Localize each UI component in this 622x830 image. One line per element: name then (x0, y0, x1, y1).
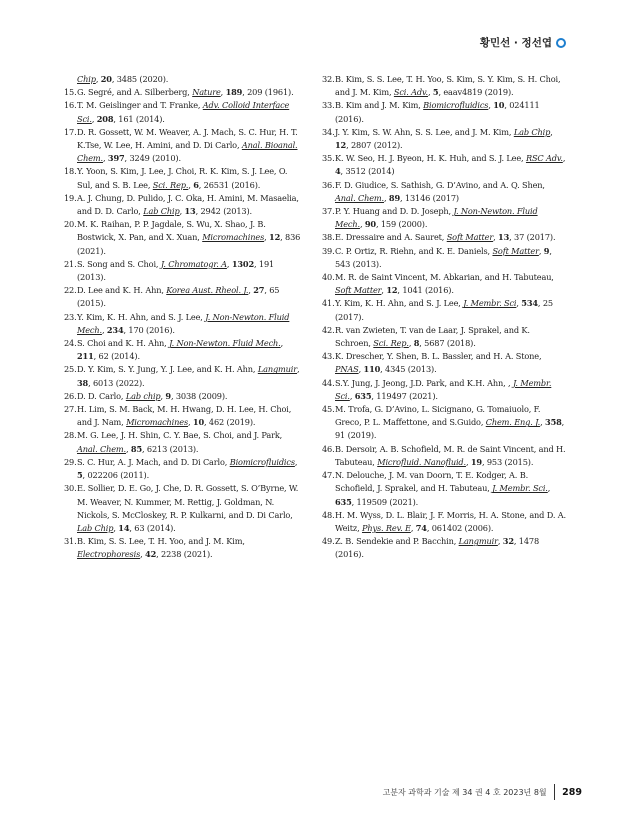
volume-number: 358 (545, 417, 562, 428)
volume-number: 211 (77, 351, 94, 362)
reference-text: , 2238 (2021). (156, 549, 213, 560)
journal-name: J. Non-Newton. Fluid Mech. (169, 338, 281, 349)
reference-item (322, 99, 566, 125)
journal-name: RSC Adv. (525, 153, 563, 164)
reference-item (322, 377, 566, 403)
reference-text: , 061402 (2006). (426, 522, 494, 533)
journal-name: Sci. Adv. (393, 87, 428, 98)
reference-number: 35. (322, 153, 335, 164)
reference-item (64, 284, 304, 310)
reference-text: , 37 (2017). (509, 232, 556, 243)
volume-number: 10 (493, 100, 505, 111)
reference-text: , 3485 (2020). (111, 74, 169, 84)
reference-text: , 1041 (2016). (397, 285, 454, 296)
reference-number: 27. (64, 404, 77, 415)
reference-text: , (516, 298, 522, 309)
journal-name: Anal. Chem. (335, 192, 384, 203)
reference-number: 32. (322, 74, 335, 84)
journal-name: J. Membr. Sci (463, 298, 517, 309)
reference-text: , (220, 87, 226, 98)
reference-item (322, 469, 566, 509)
reference-text: B. Kim and J. M. Kim, (335, 100, 424, 111)
reference-text: , (562, 153, 566, 164)
reference-text: K. Drescher, Y. Shen, B. L. Bassler, and H. A. Stone, (335, 351, 542, 362)
reference-text: H. M. Wyss, D. L. Blair, J. F. Morris, H. A. Stone, and D. A. Weitz, (335, 509, 566, 533)
reference-text: , (226, 258, 232, 269)
reference-text: B. Kim, S. S. Lee, T. H. Yoo, and J. M. Kim, (77, 536, 245, 547)
reference-text: , 953 (2015). (481, 456, 534, 467)
reference-number: 22. (64, 285, 77, 296)
reference-number: 33. (322, 100, 335, 111)
volume-number: 8 (413, 338, 420, 349)
reference-text: , 022206 (2011). (82, 470, 150, 481)
reference-text: S. Song and S. Choi, (77, 258, 161, 269)
volume-number: 5 (432, 87, 439, 98)
reference-item (64, 218, 304, 258)
reference-text: M. G. Lee, J. H. Shin, C. Y. Bae, S. Choi, and J. Park, (77, 430, 283, 441)
reference-item (64, 403, 304, 429)
reference-number: 39. (322, 245, 335, 256)
reference-item (322, 324, 566, 350)
reference-text: , (465, 456, 471, 467)
reference-item (64, 258, 304, 284)
volume-number: 85 (130, 443, 142, 454)
reference-item (64, 86, 304, 99)
reference-text: , (95, 74, 101, 84)
reference-text: Y. Kim, K. H. Ahn, and S. J. Lee, (335, 298, 464, 309)
reference-item (322, 271, 566, 297)
reference-text: , 91 (2019). (335, 417, 565, 441)
reference-number: 16. (64, 100, 77, 111)
reference-number: 21. (64, 258, 77, 269)
reference-number: 36. (322, 179, 335, 190)
reference-number: 19. (64, 192, 77, 203)
reference-text: , (103, 153, 108, 164)
reference-text: , 159 (2000). (375, 219, 428, 230)
reference-item (64, 363, 304, 389)
reference-number: 38. (322, 232, 335, 243)
reference-number: 17. (64, 126, 77, 137)
volume-number: 12 (269, 232, 281, 243)
reference-item (64, 73, 304, 86)
volume-number: 234 (106, 324, 124, 335)
reference-text: , (488, 100, 494, 111)
journal-name: Micromachines (126, 417, 189, 428)
reference-text: , (381, 285, 387, 296)
reference-number: 28. (64, 430, 77, 441)
reference-text: , 209 (1961). (242, 87, 294, 98)
volume-number: 9 (165, 390, 171, 401)
ring-icon (556, 38, 566, 48)
volume-number: 13 (498, 232, 510, 243)
reference-text: , (540, 417, 546, 428)
reference-text: M. K. Raihan, P. P. Jagdale, S. Wu, X. Shao, J. B. Bostwick, X. Pan, and X. Xuan, (77, 219, 266, 243)
reference-text: , (497, 536, 503, 547)
journal-name: Anal. Bioanal. Chem. (77, 140, 298, 164)
reference-text: B. Dersoir, A. B. Schofield, M. R. de Saint Vincent, and H. Tabuteau, (335, 443, 566, 467)
reference-item (64, 311, 304, 337)
reference-number: 31. (64, 536, 77, 547)
journal-name: Soft Matter (335, 285, 382, 296)
volume-number: 10 (192, 417, 205, 428)
reference-number: 34. (322, 126, 335, 137)
reference-item (322, 205, 566, 231)
reference-text: , (538, 245, 544, 256)
reference-item (64, 192, 304, 218)
reference-text: , 836 (2021). (77, 232, 301, 256)
reference-text: , (188, 417, 193, 428)
journal-name: Langmuir (257, 364, 298, 375)
reference-text: , 2807 (2012). (346, 140, 403, 151)
journal-name: J. Membr. Sci. (335, 377, 552, 401)
reference-number: 18. (64, 166, 77, 177)
volume-number: 397 (107, 153, 125, 164)
reference-number: 46. (322, 443, 335, 454)
reference-text: , 65 (2015). (77, 285, 280, 309)
journal-name: Lab chip (125, 390, 161, 401)
journal-name: J. Membr. Sci. (492, 483, 548, 494)
reference-item (322, 350, 566, 376)
volume-number: 89 (388, 192, 400, 203)
reference-text: G. Segré, and A. Silberberg, (77, 87, 193, 98)
reference-number: 42. (322, 324, 335, 335)
volume-number: 32 (502, 536, 514, 547)
volume-number: 19 (470, 456, 482, 467)
footer-divider (554, 784, 556, 800)
reference-text: S. C. Hur, A. J. Mach, and D. Di Carlo, (77, 456, 230, 467)
reference-number: 41. (322, 298, 335, 309)
reference-text: , 3512 (2014) (340, 166, 395, 177)
reference-item (322, 126, 566, 152)
reference-number: 48. (322, 509, 335, 520)
reference-text: , 170 (2016). (123, 324, 175, 335)
journal-name: Chem. Eng. J. (485, 417, 541, 428)
reference-text: , (294, 456, 298, 467)
reference-text: , (384, 192, 389, 203)
running-header (480, 35, 566, 50)
reference-text: , (248, 285, 254, 296)
reference-text: M. Trofa, G. D’Avino, L. Sicignano, G. Tomaiuolo, F. Greco, P. L. Maffettone, and S.Guido, (335, 404, 541, 428)
reference-text: , (349, 390, 355, 401)
volume-number: 14 (118, 522, 130, 533)
journal-name: Micromachines (202, 232, 265, 243)
reference-text: , (101, 324, 107, 335)
reference-item (322, 73, 566, 99)
reference-text: T. M. Geislinger and T. Franke, (77, 100, 203, 111)
reference-text: , (547, 483, 551, 494)
reference-text: D. Lee and K. H. Ahn, (77, 285, 167, 296)
reference-text: Z. B. Sendekie and P. Bacchin, (335, 536, 459, 547)
reference-item (64, 456, 304, 482)
reference-text: , 4345 (2013). (380, 364, 437, 375)
reference-item (64, 390, 304, 403)
journal-name: J. Chromatogr. A (160, 258, 227, 269)
reference-text: N. Delouche, J. M. van Doorn, T. E. Kodger, A. B. Schofield, J. Sprakel, and H. Tabuteau, (335, 470, 529, 494)
reference-text: , 3249 (2010). (124, 153, 181, 164)
reference-text: , eaav4819 (2019). (438, 87, 514, 98)
reference-text: , (264, 232, 270, 243)
journal-name: Phys. Rev. E (361, 522, 411, 533)
volume-number: 12 (335, 140, 347, 151)
reference-text: P. Y. Huang and D. D. Joseph, (335, 206, 454, 217)
reference-item (322, 535, 566, 561)
reference-text: C. P. Ortiz, R. Riehn, and K. E. Daniels, (335, 245, 493, 256)
journal-name: Korea Aust. Rheol. J. (166, 285, 249, 296)
journal-name: Anal. Chem. (77, 443, 126, 454)
journal-name: Adv. Colloid Interface Sci. (77, 100, 290, 124)
volume-number: 27 (253, 285, 265, 296)
volume-number: 1302 (231, 258, 255, 269)
journal-name: Langmuir (458, 536, 498, 547)
journal-name: PNAS (335, 364, 359, 375)
volume-number: 42 (145, 549, 157, 560)
volume-number: 635 (335, 496, 352, 507)
reference-text: D. R. Gossett, W. M. Weaver, A. J. Mach, S. C. Hur, H. T. K.Tse, W. Lee, H. Amini, and D. Di Carlo, (77, 126, 298, 151)
reference-item (64, 165, 304, 191)
reference-number: 43. (322, 351, 335, 362)
volume-number: 90 (364, 219, 376, 230)
reference-item (322, 297, 566, 323)
references-right-column (322, 73, 566, 562)
header-authors: 황민선 · 정선엽 (479, 37, 552, 49)
journal-name: Biomicrofluidics (229, 456, 295, 467)
reference-text: , 26531 (2016). (198, 179, 261, 190)
reference-text: , 6013 (2022). (88, 377, 145, 388)
volume-number: 6 (193, 179, 199, 190)
volume-number: 534 (521, 298, 538, 309)
reference-number: 44. (322, 377, 335, 388)
reference-text: , 119497 (2021). (371, 390, 438, 401)
reference-item (322, 443, 566, 469)
reference-item (64, 99, 304, 125)
journal-name: Microfluid. Nanofluid. (377, 456, 466, 467)
volume-number: 74 (415, 522, 427, 533)
page-footer (383, 784, 582, 800)
reference-text: E. Dressaire and A. Sauret, (335, 232, 447, 243)
reference-text: Y. Kim, K. H. Ahn, and S. J. Lee, (77, 311, 206, 322)
reference-text: M. R. de Saint Vincent, M. Abkarian, and H. Tabuteau, (335, 272, 554, 283)
reference-number: 30. (64, 483, 77, 494)
journal-name: J. Non-Newton. Fluid Mech. (335, 206, 538, 230)
journal-name: Biomicrofluidics (423, 100, 489, 111)
reference-text: , (280, 338, 284, 349)
reference-item (64, 429, 304, 455)
reference-text: , (359, 219, 365, 230)
reference-text: D. D. Carlo, (77, 390, 126, 401)
journal-name: J. Non-Newton. Fluid Mech. (77, 311, 290, 335)
volume-number: 4 (335, 166, 341, 177)
reference-item (322, 231, 566, 244)
footer-journal: 고분자 과학과 기술 제 34 권 4 호 2023년 8월 (382, 787, 547, 797)
reference-item (64, 337, 304, 363)
reference-text: , (113, 522, 119, 533)
reference-text: , (160, 390, 166, 401)
reference-text: , (297, 364, 300, 375)
reference-text: Y. Yoon, S. Kim, J. Lee, J. Choi, R. K. Kim, S. J. Lee, O. Sul, and S. B. Lee, (77, 166, 288, 190)
reference-text: , 63 (2014). (129, 522, 176, 533)
volume-number: 5 (77, 470, 83, 481)
reference-text: A. J. Chung, D. Pulido, J. C. Oka, H. Amini, M. Masaelia, and D. D. Carlo, (77, 192, 299, 217)
reference-text: , 5687 (2018). (419, 338, 476, 349)
reference-item (322, 509, 566, 535)
journal-name: Chip (77, 74, 96, 84)
reference-text: , 161 (2014). (113, 113, 165, 124)
reference-text: S.Y. Jung, J. Jeong, J.D. Park, and K.H. Ahn, , (335, 377, 513, 388)
volume-number: 635 (354, 390, 372, 401)
journal-name: Soft Matter (492, 245, 539, 256)
journal-name: Nature (192, 87, 221, 98)
reference-text: B. Kim, S. S. Lee, T. H. Yoo, S. Kim, S. Y. Kim, S. H. Choi, and J. M. Kim, (335, 74, 561, 98)
reference-number: 23. (64, 311, 77, 322)
reference-item (64, 535, 304, 561)
reference-item (322, 403, 566, 443)
reference-text: , (550, 126, 553, 137)
reference-text: E. Sollier, D. E. Go, J. Che, D. R. Gossett, S. O’Byrne, W. M. Weaver, N. Kummer, M. Rettig, J. Goldman, N. Nickols, S. McCloskey, R. P. Kulkarni, and D. Di Carlo, (77, 483, 299, 520)
journal-name: Sci. Rep. (152, 179, 189, 190)
reference-item (64, 126, 304, 166)
reference-text: , 024111 (2016). (335, 100, 540, 124)
reference-text: , 119509 (2021). (351, 496, 419, 507)
volume-number: 12 (386, 285, 398, 296)
reference-item (322, 179, 566, 205)
reference-text: , 462 (2019). (204, 417, 256, 428)
reference-number: 20. (64, 219, 77, 230)
reference-text: , 191 (2013). (77, 258, 275, 283)
reference-text: , 2942 (2013). (195, 206, 252, 217)
journal-name: Lab Chip (143, 206, 180, 217)
reference-text: , (140, 549, 146, 560)
volume-number: 20 (100, 74, 112, 84)
reference-text: , 62 (2014). (93, 351, 140, 362)
reference-text: , (358, 364, 364, 375)
journal-name: Lab Chip (77, 522, 114, 533)
reference-text: , (91, 113, 97, 124)
reference-text: K. W. Seo, H. J. Byeon, H. K. Huh, and S. J. Lee, (335, 153, 526, 164)
reference-text: , (410, 522, 416, 533)
reference-number: 47. (322, 470, 335, 481)
volume-number: 13 (184, 206, 196, 217)
reference-number: 29. (64, 456, 77, 467)
reference-number: 49. (322, 536, 335, 547)
reference-text: , (427, 87, 433, 98)
references-left-column (64, 73, 304, 562)
reference-text: , (408, 338, 414, 349)
volume-number: 189 (225, 87, 243, 98)
journal-name: Lab Chip (513, 126, 551, 137)
reference-text: , 1478 (2016). (335, 536, 540, 560)
reference-text: J. Y. Kim, S. W. Ahn, S. S. Lee, and J. M. Kim, (335, 126, 514, 137)
journal-name: Electrophoresis (77, 549, 141, 560)
reference-text: , (188, 179, 194, 190)
reference-number: 25. (64, 364, 77, 375)
reference-number: 26. (64, 390, 77, 401)
reference-text: H. Lim, S. M. Back, M. H. Hwang, D. H. Lee, H. Choi, and J. Nam, (77, 404, 292, 428)
reference-text: , (493, 232, 499, 243)
reference-text: , 6213 (2013). (142, 443, 199, 454)
volume-number: 9 (543, 245, 550, 256)
reference-item (322, 245, 566, 271)
reference-number: 15. (64, 87, 77, 98)
reference-text: , 3038 (2009). (170, 390, 228, 401)
page-number: 289 (562, 786, 582, 798)
reference-text: D. Y. Kim, S. Y. Jung, Y. J. Lee, and K. H. Ahn, (77, 364, 258, 375)
volume-number: 208 (96, 113, 114, 124)
reference-number: 37. (322, 206, 335, 217)
journal-name: Sci. Rep. (373, 338, 409, 349)
reference-item (64, 482, 304, 535)
reference-number: 45. (322, 404, 335, 415)
journal-name: Soft Matter (446, 232, 494, 243)
reference-text: R. van Zwieten, T. van de Laar, J. Sprakel, and K. Schroen, (335, 324, 530, 349)
reference-number: 24. (64, 338, 77, 349)
reference-text: , (179, 206, 185, 217)
reference-item (322, 152, 566, 178)
reference-number: 40. (322, 272, 335, 283)
reference-text: , (126, 443, 131, 454)
reference-text: , 543 (2013). (335, 245, 552, 269)
reference-text: S. Choi and K. H. Ahn, (77, 338, 170, 349)
volume-number: 38 (77, 377, 89, 388)
reference-text: , 25 (2017). (335, 298, 553, 322)
volume-number: 110 (363, 364, 381, 375)
reference-text: F. D. Giudice, S. Sathish, G. D’Avino, and A. Q. Shen, (335, 179, 545, 190)
reference-text: , 13146 (2017) (400, 192, 459, 203)
